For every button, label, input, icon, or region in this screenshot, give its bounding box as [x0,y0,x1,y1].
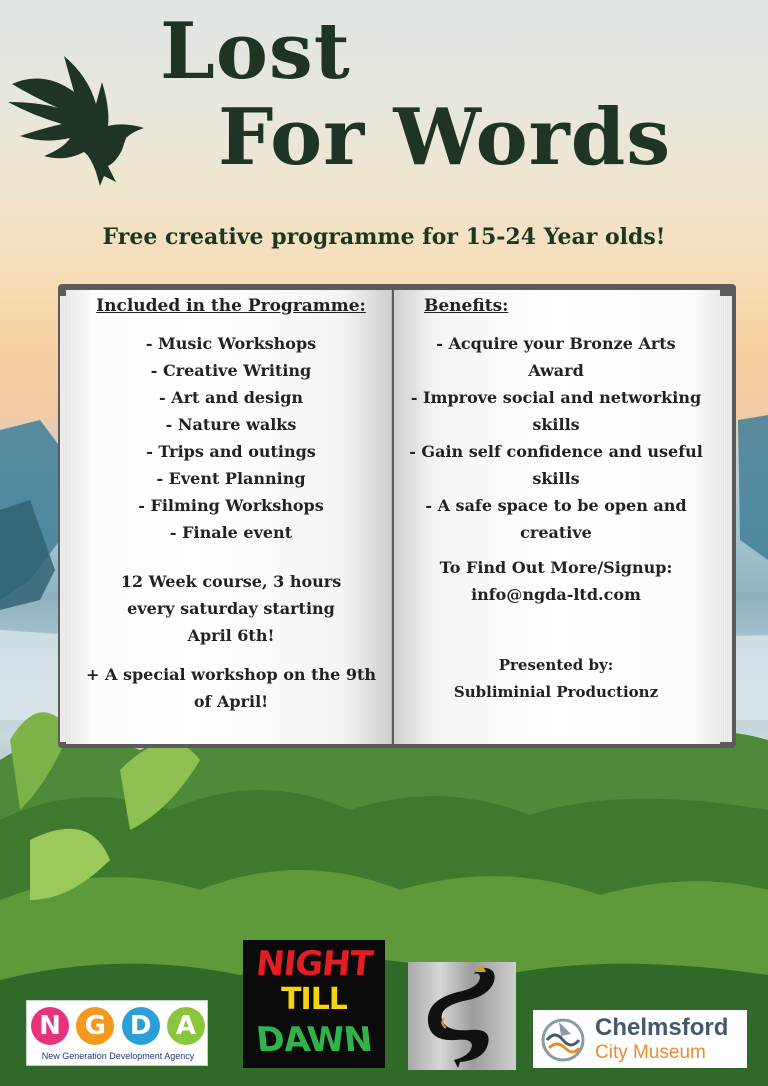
eagle-icon [4,52,154,188]
chelmsford-museum-logo [533,1010,747,1068]
ntd-line-1: NIGHT [254,944,374,984]
list-item: - Creative Writing [150,361,312,380]
presenter-name: Subliminial Productionz [453,683,659,701]
programme-column [86,296,376,715]
ngda-letters [31,1007,205,1047]
list-item: - Nature walks [165,415,297,434]
title-for-words: For Words [218,92,672,183]
list-item: - Music Workshops [145,334,317,353]
museum-emblem-icon [539,1016,587,1062]
list-item: - Gain self confidence and useful skills [409,442,703,488]
page-edges-right [720,296,732,742]
special-workshop: + A special workshop on the 9th of April! [86,665,377,711]
benefits-column [406,296,706,706]
list-item: - Trips and outings [146,442,316,461]
dragon-logo [408,962,516,1070]
ntd-line-2: TILL [281,982,347,1017]
ngda-letter: A [167,1007,205,1045]
tagline: Free creative programme for 15-24 Year olds! [102,224,666,250]
list-item: - Improve social and networking skills [410,388,702,434]
ngda-subtitle: New Generation Development Agency [41,1051,195,1061]
museum-subtitle: City Museum [595,1042,706,1063]
benefits-list [406,330,706,546]
course-info: 12 Week course, 3 hours every saturday starting April 6th! [120,572,342,645]
findout-label: To Find Out More/Signup: [439,558,673,577]
ngda-logo [26,1000,208,1066]
title-lost: Lost [160,6,351,97]
contact-email[interactable]: info@ngda-ltd.com [471,585,641,604]
list-item: - Art and design [158,388,304,407]
programme-heading: Included in the Programme: [96,296,366,316]
museum-name: Chelmsford [595,1014,729,1041]
list-item: - Event Planning [156,469,306,488]
dragon-icon [408,962,516,1070]
ngda-letter: N [31,1007,69,1045]
ngda-letter: G [76,1007,114,1045]
ntd-line-3: DAWN [254,1020,374,1060]
presented-by-label: Presented by: [498,656,614,674]
benefits-heading: Benefits: [424,296,509,316]
ngda-letter: D [122,1007,160,1045]
list-item: - Filming Workshops [138,496,324,515]
list-item: - A safe space to be open and creative [425,496,687,542]
programme-list [86,330,376,546]
list-item: - Acquire your Bronze Arts Award [436,334,676,380]
night-till-dawn-logo [243,940,385,1068]
list-item: - Finale event [169,523,293,542]
